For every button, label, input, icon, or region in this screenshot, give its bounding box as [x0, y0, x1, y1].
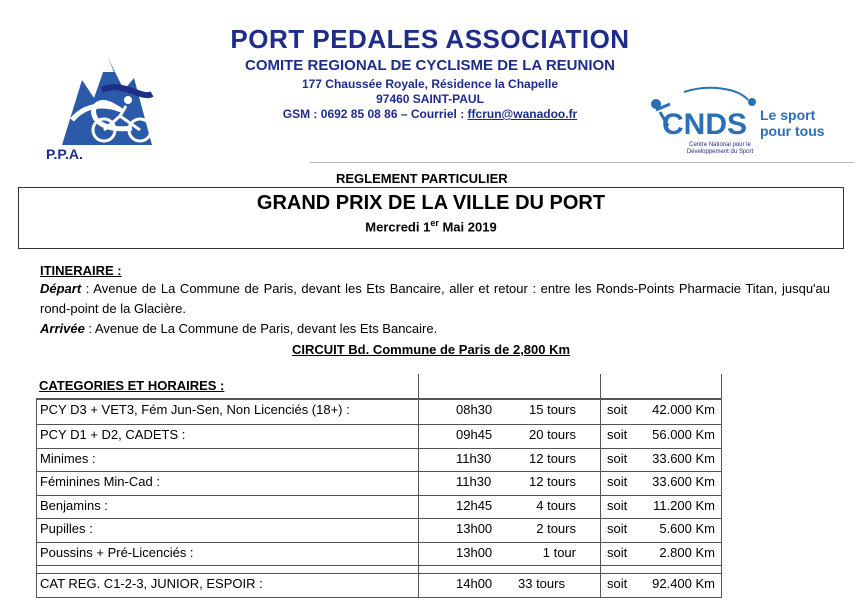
time-cell [418, 449, 600, 472]
table-row [36, 472, 722, 496]
table-body [36, 399, 722, 566]
arrivee-label: Arrivée [40, 321, 85, 336]
date-suffix: Mai 2019 [438, 219, 497, 235]
start-time: 14h00 [456, 576, 493, 591]
category-cell: Minimes : [36, 449, 418, 472]
distance: 33.600 Km [652, 474, 715, 489]
cnds-slogan-1: Le sport [760, 107, 816, 123]
table-row [36, 543, 722, 567]
table-row [36, 574, 722, 598]
spacer-cell [418, 566, 600, 573]
laps: 15 tours [529, 402, 576, 417]
arrivee-text: : Avenue de La Commune de Paris, devant les Ets Bancaire. [84, 321, 438, 336]
cnds-logo [648, 86, 828, 146]
soit-label: soit [607, 576, 628, 591]
depart-label: Départ [40, 281, 82, 296]
distance: 56.000 Km [652, 427, 715, 442]
distance: 92.400 Km [652, 576, 715, 591]
header-empty-cell [418, 374, 600, 398]
distance: 33.600 Km [652, 450, 715, 466]
start-time: 13h00 [456, 544, 493, 560]
spacer-cell [36, 566, 418, 573]
distance-cell [600, 574, 722, 597]
time-cell [418, 425, 600, 448]
start-time: 11h30 [456, 450, 492, 466]
header-divider [310, 162, 854, 163]
table-spacer-row [36, 566, 722, 574]
category-cell: CAT REG. C1-2-3, JUNIOR, ESPOIR : [36, 574, 418, 597]
date-superscript: er [430, 218, 439, 228]
soit-label: soit [607, 544, 628, 560]
race-date [18, 218, 844, 234]
spacer-cell [600, 566, 722, 573]
category-cell: Féminines Min-Cad : [36, 472, 418, 495]
laps: 4 tours [536, 497, 576, 513]
soit-label: soit [607, 450, 628, 466]
time-cell [418, 496, 600, 519]
distance: 2.800 Km [659, 544, 715, 560]
time-cell [418, 543, 600, 566]
ppa-label: P.P.A. [46, 146, 83, 162]
association-title: PORT PEDALES ASSOCIATION [230, 24, 630, 54]
laps: 2 tours [536, 521, 576, 536]
distance-cell [600, 472, 722, 495]
table-row [36, 425, 722, 449]
arrivee-paragraph [40, 319, 437, 339]
distance: 11.200 Km [653, 497, 715, 513]
date-prefix: Mercredi 1 [365, 219, 431, 235]
soit-label: soit [607, 474, 628, 489]
address-line-1: 177 Chaussée Royale, Résidence la Chapelle [301, 77, 559, 91]
distance-cell [600, 425, 722, 448]
table-row [36, 519, 722, 543]
depart-text: : Avenue de La Commune de Paris, devant les Ets Bancaire, aller et retour : entre les Ronds-Points Pharmacie Titan, jusqu'au rond-point de la Glacière. [40, 281, 830, 316]
soit-label: soit [607, 402, 628, 417]
laps: 33 tours [518, 576, 565, 591]
distance-cell [600, 543, 722, 566]
time-cell [418, 574, 600, 597]
laps: 12 tours [529, 450, 576, 466]
time-cell [418, 519, 600, 542]
contact-prefix: GSM : 0692 85 08 86 – Courriel : [282, 107, 468, 121]
ppa-logo [42, 50, 172, 150]
contact-line [180, 107, 680, 121]
category-cell: PCY D3 + VET3, Fém Jun-Sen, Non Licenciés (18+) : [36, 400, 418, 424]
table-row [36, 399, 722, 425]
soit-label: soit [607, 521, 628, 536]
itinerary-heading: ITINERAIRE : [40, 263, 122, 278]
cnds-tagline: Centre National pour le Développement du Sport [686, 142, 754, 155]
circuit-heading: CIRCUIT Bd. Commune de Paris de 2,800 Km [291, 342, 571, 357]
race-title: GRAND PRIX DE LA VILLE DU PORT [256, 192, 606, 214]
category-cell: Benjamins : [36, 496, 418, 519]
distance: 42.000 Km [652, 402, 715, 417]
laps: 12 tours [529, 474, 576, 489]
distance-cell [600, 449, 722, 472]
cnds-name: CNDS [662, 108, 748, 141]
schedule-table [36, 374, 722, 598]
start-time: 12h45 [456, 497, 493, 513]
header-empty-cell [600, 374, 722, 398]
category-cell: Pupilles : [36, 519, 418, 542]
start-time: 11h30 [456, 474, 492, 489]
category-cell: Poussins + Pré-Licenciés : [36, 543, 418, 566]
category-cell: PCY D1 + D2, CADETS : [36, 425, 418, 448]
soit-label: soit [607, 497, 628, 513]
laps: 20 tours [529, 427, 576, 442]
start-time: 08h30 [456, 402, 493, 417]
table-row [36, 449, 722, 473]
cnds-slogan-2: pour tous [760, 123, 825, 139]
categories-header: CATEGORIES ET HORAIRES : [39, 378, 225, 393]
table-header-row [36, 374, 722, 399]
distance: 5.600 Km [659, 521, 715, 536]
table-row [36, 496, 722, 520]
depart-paragraph [40, 279, 830, 319]
start-time: 13h00 [456, 521, 493, 536]
start-time: 09h45 [456, 427, 493, 442]
time-cell [418, 472, 600, 495]
reglement-title: REGLEMENT PARTICULIER [336, 171, 508, 186]
distance-cell [600, 519, 722, 542]
email-link[interactable]: ffcrun@wanadoo.fr [467, 107, 578, 121]
distance-cell [600, 496, 722, 519]
address-line-2: 97460 SAINT-PAUL [376, 92, 484, 106]
soit-label: soit [607, 427, 628, 442]
distance-cell [600, 400, 722, 424]
committee-subtitle: COMITE REGIONAL DE CYCLISME DE LA REUNION [244, 57, 616, 74]
time-cell [418, 400, 600, 424]
laps: 1 tour [542, 544, 576, 560]
